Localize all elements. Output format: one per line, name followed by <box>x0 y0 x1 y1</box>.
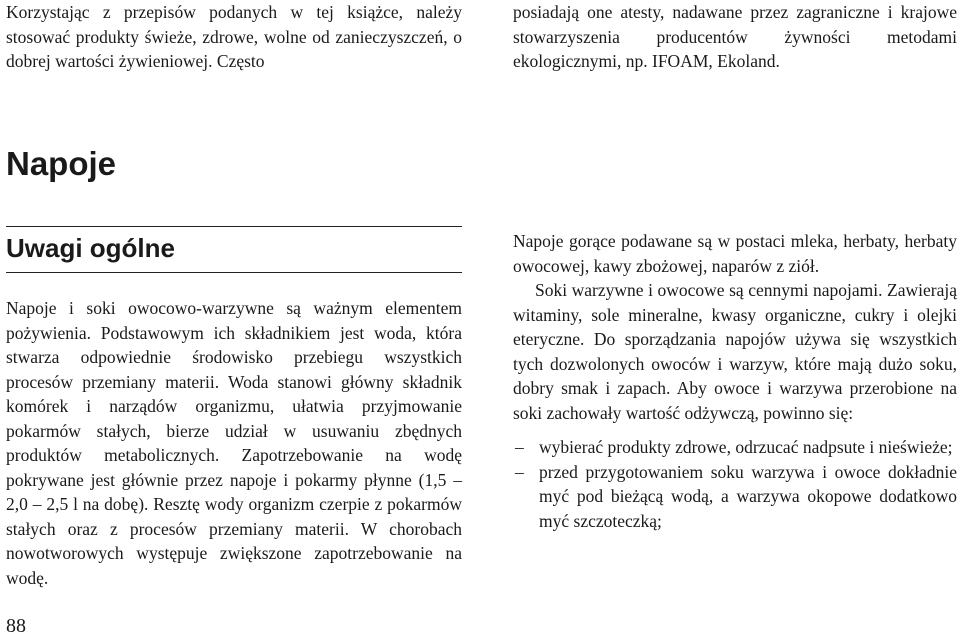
body-paragraph-hot-drinks: Napoje gorące podawane są w postaci mleka, herbaty, herbaty owocowej, kawy zbożowej, naparów z ziół. <box>513 231 957 276</box>
body-paragraph-water: Napoje i soki owocowo-warzywne są ważnym elementem pożywienia. Podstawowym ich składnikiem jest woda, która stwarza odpowiednie środowisko przebiegu wszystkich procesów przemiany materii. Woda stanowi główny składnik komórek i narządów organizmu, ułatwia przyjmowanie pokarmów stałych, bierze udział w usuwaniu zbędnych produktów metabolicznych. Zapotrzebowanie na wodę pokrywane jest głównie przez napoje i pokarmy płynne (1,5 – 2,0 – 2,5 l na dobę). Resztę wody organizm czerpie z pokarmów stałych oraz z procesów przemiany materii. W chorobach nowotworowych występuje zwiększone zapotrzebowanie na wodę. <box>6 298 462 588</box>
intro-paragraph-left: Korzystając z przepisów podanych w tej książce, należy stosować produkty świeże, zdrowe, wolne od zanieczyszczeń, o dobrej wartości żywieniowej. Często <box>6 2 462 71</box>
subsection-rule-bottom <box>6 272 462 273</box>
page-number: 88 <box>6 615 26 637</box>
intro-paragraph-right: posiadają one atesty, nadawane przez zagraniczne i krajowe stowarzyszenia producentów żywności metodami ekologicznymi, np. IFOAM, Ekoland. <box>513 2 957 71</box>
list-item: – przed przygotowaniem soku warzywa i owoce dokładnie myć pod bieżącą wodą, a warzywa okopowe dodatkowo myć szczoteczką; <box>513 460 957 534</box>
top-left-text <box>6 0 462 74</box>
list-item: – wybierać produkty zdrowe, odrzucać nadpsute i nieświeże; <box>513 435 957 460</box>
right-column-body <box>513 229 957 533</box>
section-title: Napoje <box>6 145 117 182</box>
preparation-list <box>513 435 957 533</box>
body-paragraph-juices: Soki warzywne i owocowe są cennymi napojami. Zawierają witaminy, sole mineralne, kwasy organiczne, cukry i olejki eteryczne. Do sporządzania napojów używa się wszystkich tych dozwolonych owoców i warzyw, które mają dużo soku, dobry smak i zapach. Aby owoce i warzywa przerobione na soki zachowały wartość odżywczą, powinno się: <box>513 280 957 423</box>
subsection-title: Uwagi ogólne <box>6 233 175 263</box>
left-column-body <box>6 296 462 590</box>
subsection-rule-top <box>6 226 462 227</box>
top-right-text <box>513 0 957 74</box>
